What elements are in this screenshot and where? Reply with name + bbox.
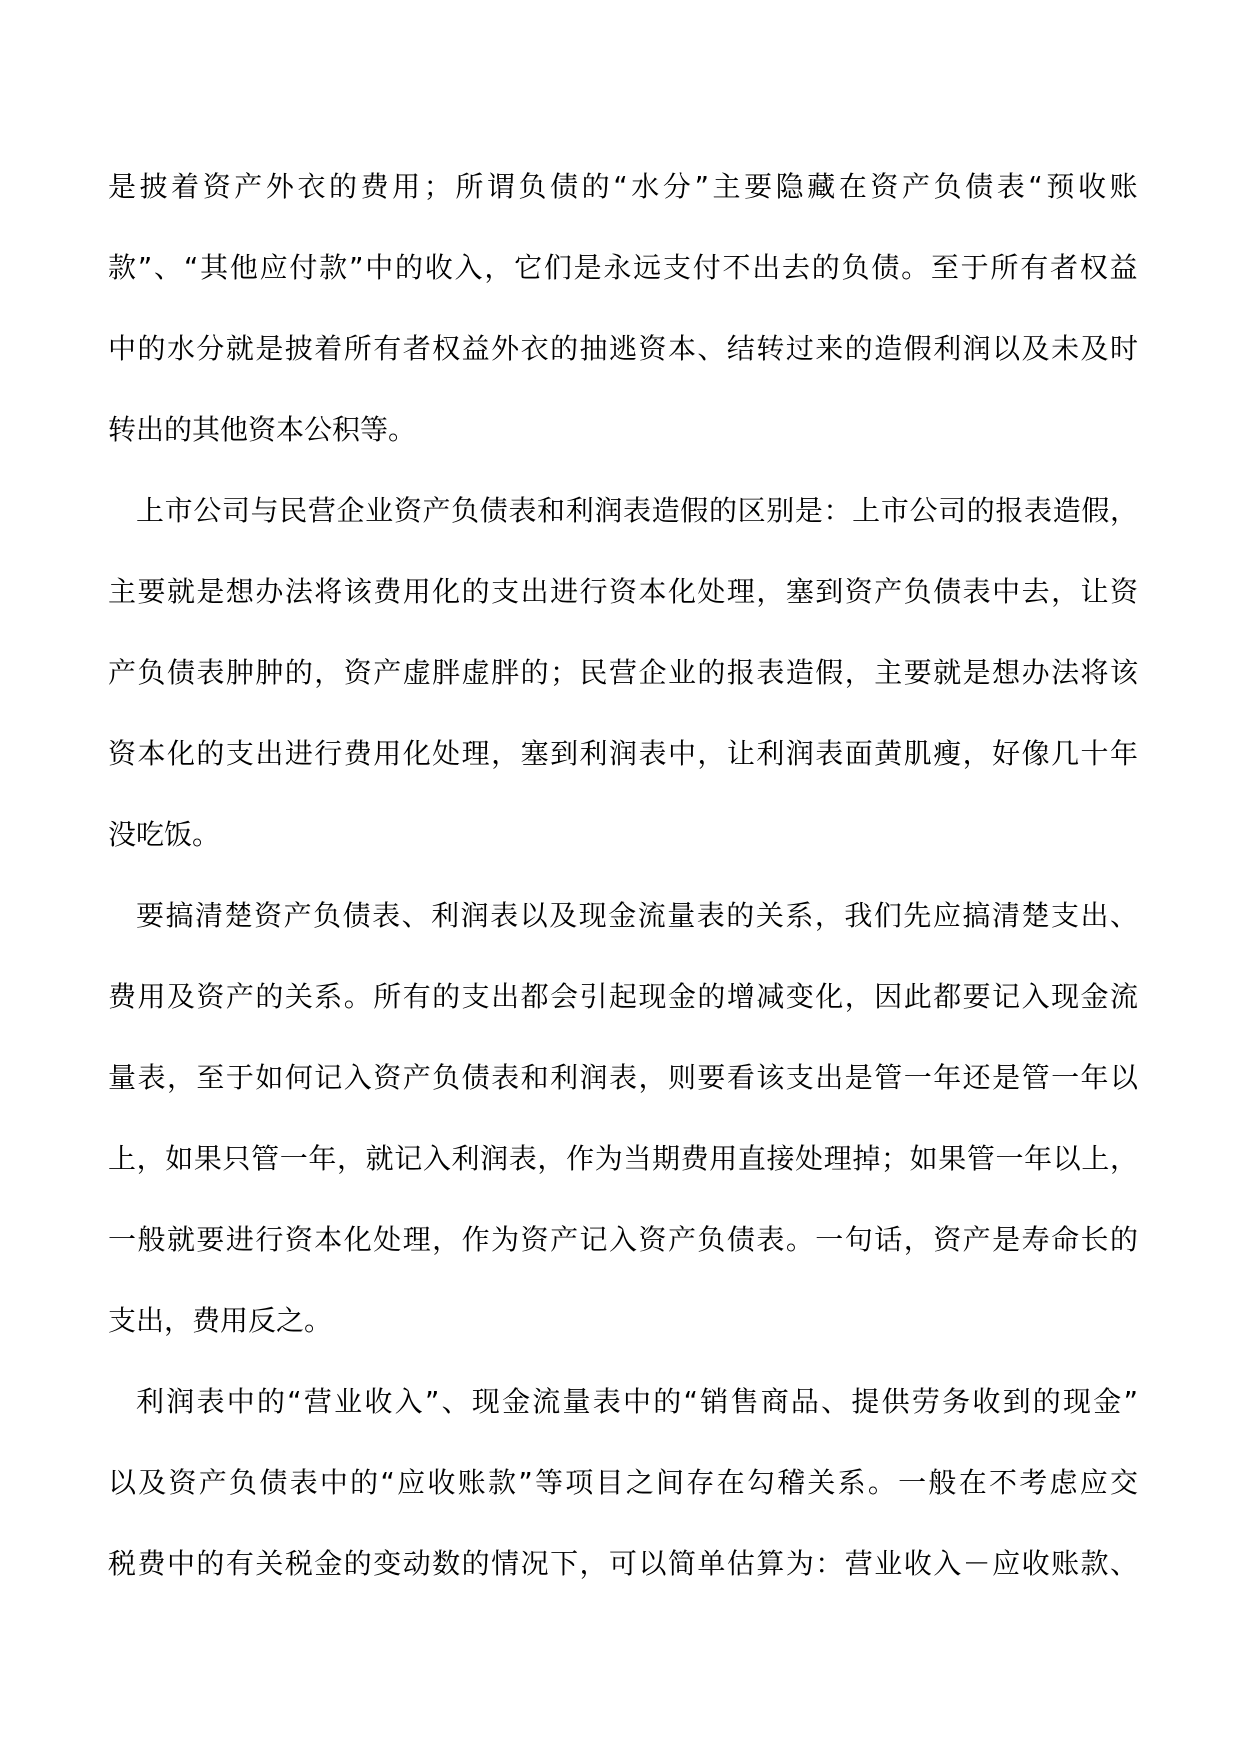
text-line: 一般就要进行资本化处理，作为资产记入资产负债表。一句话，资产是寿命长的 bbox=[108, 1223, 1140, 1256]
text-line: 要搞清楚资产负债表、利润表以及现金流量表的关系，我们先应搞清楚支出、 bbox=[136, 899, 1140, 932]
text-line: 中的水分就是披着所有者权益外衣的抽逃资本、结转过来的造假利润以及未及时 bbox=[108, 332, 1140, 365]
text-line: 是披着资产外衣的费用；所谓负债的“水分”主要隐藏在资产负债表“预收账 bbox=[108, 170, 1142, 203]
paragraph-2 bbox=[108, 470, 1138, 875]
text-line: 费用及资产的关系。所有的支出都会引起现金的增减变化，因此都要记入现金流 bbox=[108, 980, 1140, 1013]
text-line: 上，如果只管一年，就记入利润表，作为当期费用直接处理掉；如果管一年以上， bbox=[108, 1142, 1139, 1175]
text-line: 支出，费用反之。 bbox=[108, 1304, 333, 1337]
paragraph-4 bbox=[108, 1361, 1141, 1604]
text-line: 税费中的有关税金的变动数的情况下，可以简单估算为：营业收入－应收账款、 bbox=[108, 1547, 1140, 1580]
text-line: 没吃饭。 bbox=[108, 818, 221, 851]
text-line: 产负债表肿肿的，资产虚胖虚胖的；民营企业的报表造假，主要就是想办法将该 bbox=[108, 656, 1140, 689]
text-line: 上市公司与民营企业资产负债表和利润表造假的区别是：上市公司的报表造假， bbox=[136, 494, 1139, 527]
document-page bbox=[108, 146, 1142, 1604]
text-line: 量表，至于如何记入资产负债表和利润表，则要看该支出是管一年还是管一年以 bbox=[108, 1061, 1140, 1094]
text-line: 以及资产负债表中的“应收账款”等项目之间存在勾稽关系。一般在不考虑应交 bbox=[108, 1466, 1141, 1499]
paragraph-1 bbox=[108, 146, 1142, 470]
text-line: 款”、“其他应付款”中的收入，它们是永远支付不出去的负债。至于所有者权益 bbox=[108, 251, 1140, 284]
paragraph-3 bbox=[108, 875, 1138, 1361]
text-line: 利润表中的“营业收入”、现金流量表中的“销售商品、提供劳务收到的现金” bbox=[136, 1385, 1141, 1418]
text-line: 转出的其他资本公积等。 bbox=[108, 413, 417, 446]
text-line: 主要就是想办法将该费用化的支出进行资本化处理，塞到资产负债表中去，让资 bbox=[108, 575, 1140, 608]
text-line: 资本化的支出进行费用化处理，塞到利润表中，让利润表面黄肌瘦，好像几十年 bbox=[108, 737, 1140, 770]
